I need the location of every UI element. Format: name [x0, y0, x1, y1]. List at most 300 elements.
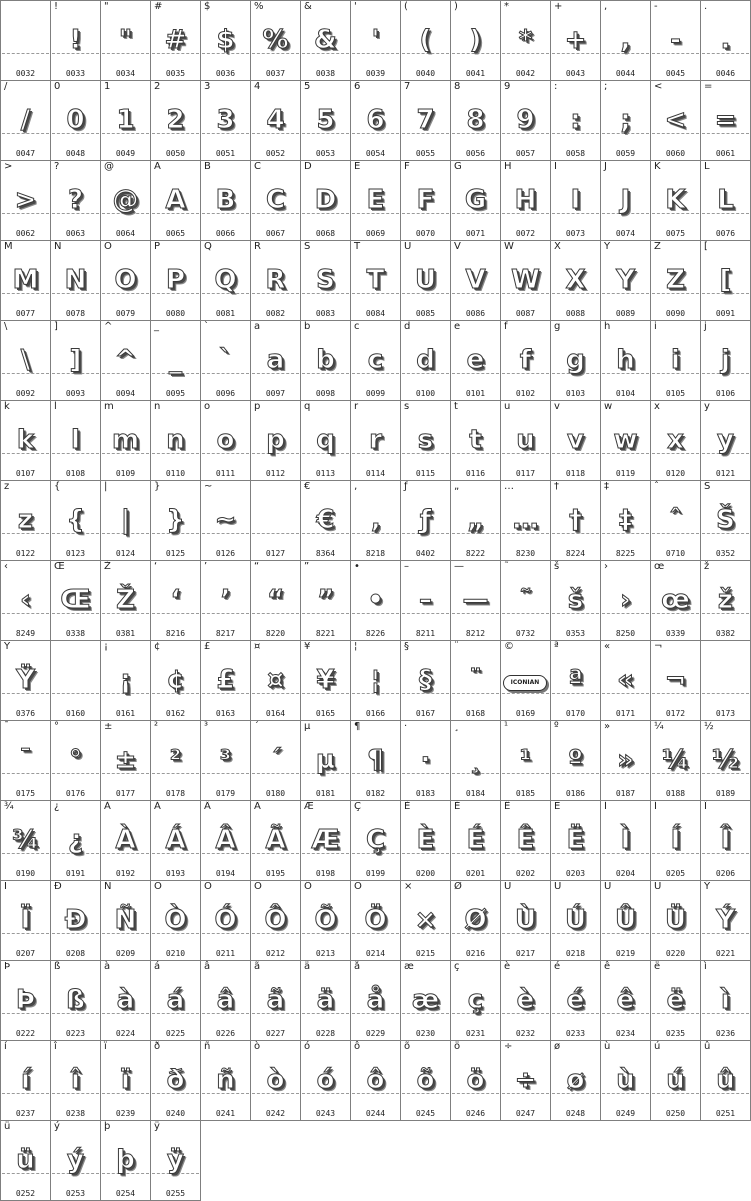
glyph-sample: \	[20, 345, 31, 375]
glyph-code: 0248	[565, 1109, 586, 1118]
glyph-char-label: E	[354, 161, 361, 172]
glyph-cell[interactable]	[551, 481, 601, 561]
glyph-cell[interactable]	[451, 401, 501, 481]
glyph-cell[interactable]	[351, 801, 401, 881]
glyph-cell[interactable]	[401, 721, 451, 801]
glyph-cell[interactable]	[651, 641, 701, 721]
glyph-cell[interactable]	[551, 1041, 601, 1121]
glyph-cell[interactable]	[451, 961, 501, 1041]
glyph-code: 8218	[365, 549, 386, 558]
glyph-cell[interactable]	[551, 81, 601, 161]
glyph-cell[interactable]	[351, 881, 401, 961]
glyph-cell[interactable]	[701, 721, 751, 801]
glyph-cell[interactable]	[251, 241, 301, 321]
glyph-cell[interactable]	[1, 881, 51, 961]
glyph-char-label: ¨	[454, 641, 459, 652]
glyph-cell[interactable]	[401, 321, 451, 401]
glyph-char-label: À	[104, 801, 111, 812]
glyph-cell[interactable]	[501, 481, 551, 561]
glyph-cell[interactable]	[301, 961, 351, 1041]
glyph-code: 0199	[365, 869, 386, 878]
foundry-logo: ICONIAN	[503, 675, 547, 691]
glyph-sample: ^	[114, 345, 137, 375]
glyph-cell[interactable]	[101, 1041, 151, 1121]
glyph-cell[interactable]	[401, 401, 451, 481]
glyph-cell[interactable]	[51, 721, 101, 801]
glyph-cell[interactable]	[201, 81, 251, 161]
glyph-cell[interactable]	[451, 161, 501, 241]
glyph-cell[interactable]	[601, 161, 651, 241]
glyph-char-label: f	[504, 321, 508, 332]
glyph-code: 0165	[315, 709, 336, 718]
glyph-cell[interactable]	[551, 561, 601, 641]
glyph-cell[interactable]	[51, 401, 101, 481]
glyph-cell[interactable]	[251, 961, 301, 1041]
glyph-cell[interactable]	[601, 481, 651, 561]
glyph-cell[interactable]	[601, 721, 651, 801]
glyph-cell[interactable]	[1, 81, 51, 161]
glyph-cell[interactable]	[401, 961, 451, 1041]
glyph-char-label: Œ	[54, 561, 65, 572]
glyph-cell[interactable]	[101, 161, 151, 241]
glyph-cell[interactable]	[351, 161, 401, 241]
glyph-cell[interactable]	[1, 561, 51, 641]
glyph-cell[interactable]	[301, 161, 351, 241]
glyph-cell[interactable]	[101, 241, 151, 321]
glyph-cell[interactable]	[1, 161, 51, 241]
glyph-sample: Þ	[15, 985, 36, 1015]
glyph-cell[interactable]	[51, 961, 101, 1041]
glyph-cell[interactable]	[201, 161, 251, 241]
glyph-cell[interactable]	[1, 961, 51, 1041]
glyph-sample: “	[266, 585, 285, 615]
glyph-cell[interactable]	[51, 481, 101, 561]
glyph-code: 0210	[165, 949, 186, 958]
glyph-cell[interactable]	[351, 401, 401, 481]
glyph-sample: ø	[566, 1065, 585, 1095]
glyph-cell[interactable]	[401, 241, 451, 321]
glyph-cell[interactable]	[601, 81, 651, 161]
glyph-cell[interactable]	[151, 161, 201, 241]
glyph-cell[interactable]	[701, 561, 751, 641]
glyph-char-label: è	[504, 961, 511, 972]
glyph-cell[interactable]	[151, 401, 201, 481]
glyph-cell[interactable]	[501, 561, 551, 641]
glyph-cell[interactable]	[301, 721, 351, 801]
glyph-cell[interactable]	[701, 321, 751, 401]
glyph-sample: À	[115, 825, 136, 855]
glyph-cell[interactable]	[301, 561, 351, 641]
glyph-cell[interactable]	[251, 481, 301, 561]
glyph-cell[interactable]	[351, 721, 401, 801]
glyph-cell[interactable]	[401, 1, 451, 81]
glyph-cell[interactable]	[251, 1, 301, 81]
glyph-cell[interactable]	[601, 961, 651, 1041]
glyph-cell[interactable]	[1, 1121, 51, 1201]
glyph-sample: ›	[620, 585, 631, 615]
glyph-cell[interactable]	[351, 321, 401, 401]
glyph-cell[interactable]	[501, 641, 551, 721]
glyph-cell[interactable]	[601, 321, 651, 401]
glyph-cell[interactable]	[101, 81, 151, 161]
glyph-char-label: ž	[704, 561, 710, 572]
glyph-cell[interactable]	[301, 401, 351, 481]
glyph-cell[interactable]	[601, 881, 651, 961]
glyph-cell[interactable]	[51, 241, 101, 321]
glyph-cell[interactable]	[1, 721, 51, 801]
glyph-code: 0071	[465, 229, 486, 238]
glyph-cell[interactable]	[51, 1, 101, 81]
glyph-char-label: #	[154, 1, 163, 12]
glyph-cell[interactable]	[251, 641, 301, 721]
glyph-cell[interactable]	[551, 401, 601, 481]
glyph-code: 0123	[65, 549, 86, 558]
glyph-code: 0228	[315, 1029, 336, 1038]
glyph-char-label: v	[554, 401, 560, 412]
glyph-cell[interactable]	[651, 81, 701, 161]
glyph-cell[interactable]	[451, 241, 501, 321]
glyph-cell[interactable]	[101, 321, 151, 401]
glyph-cell[interactable]	[201, 481, 251, 561]
glyph-sample: Ò	[164, 905, 187, 935]
glyph-cell[interactable]	[401, 561, 451, 641]
glyph-cell[interactable]	[151, 721, 201, 801]
glyph-cell[interactable]	[251, 1041, 301, 1121]
glyph-code: 0338	[65, 629, 86, 638]
glyph-cell[interactable]	[301, 481, 351, 561]
glyph-sample: ·	[420, 745, 431, 775]
glyph-cell[interactable]	[51, 161, 101, 241]
glyph-cell[interactable]	[701, 1041, 751, 1121]
baseline-guide	[502, 693, 549, 694]
glyph-cell[interactable]	[101, 481, 151, 561]
glyph-sample: â	[216, 985, 235, 1015]
glyph-char-label: 1	[104, 81, 111, 92]
glyph-cell[interactable]	[1, 481, 51, 561]
glyph-cell[interactable]	[351, 81, 401, 161]
glyph-cell[interactable]	[101, 401, 151, 481]
glyph-cell[interactable]	[301, 321, 351, 401]
glyph-char-label: W	[504, 241, 514, 252]
glyph-cell[interactable]	[501, 881, 551, 961]
glyph-cell[interactable]	[551, 721, 601, 801]
glyph-cell[interactable]	[651, 161, 701, 241]
glyph-cell[interactable]	[351, 1, 401, 81]
glyph-cell[interactable]	[51, 321, 101, 401]
glyph-cell[interactable]	[401, 1041, 451, 1121]
glyph-cell[interactable]	[51, 801, 101, 881]
glyph-cell[interactable]	[501, 801, 551, 881]
glyph-cell[interactable]	[151, 81, 201, 161]
glyph-cell[interactable]	[401, 881, 451, 961]
glyph-sample: ž	[717, 585, 734, 615]
glyph-cell[interactable]	[651, 881, 701, 961]
glyph-cell[interactable]	[651, 321, 701, 401]
glyph-cell[interactable]	[201, 1, 251, 81]
glyph-sample: »	[617, 745, 634, 775]
glyph-code: 0180	[265, 789, 286, 798]
glyph-char-label: U	[404, 241, 412, 252]
glyph-cell[interactable]	[101, 721, 151, 801]
glyph-cell[interactable]	[51, 81, 101, 161]
glyph-cell[interactable]	[151, 241, 201, 321]
glyph-char-label: Î	[704, 801, 707, 812]
glyph-cell[interactable]	[301, 641, 351, 721]
glyph-sample: õ	[416, 1065, 435, 1095]
glyph-cell[interactable]	[151, 641, 201, 721]
glyph-cell[interactable]	[101, 1, 151, 81]
glyph-cell[interactable]	[151, 321, 201, 401]
glyph-code: 0211	[215, 949, 236, 958]
glyph-cell[interactable]	[151, 961, 201, 1041]
glyph-cell[interactable]	[1, 1, 51, 81]
glyph-sample: –	[419, 585, 432, 615]
glyph-cell[interactable]	[551, 161, 601, 241]
glyph-sample: U	[414, 265, 437, 295]
glyph-char-label: 7	[404, 81, 411, 92]
glyph-char-label: J	[604, 161, 607, 172]
glyph-code: 0115	[415, 469, 436, 478]
glyph-sample: Ì	[620, 825, 631, 855]
glyph-code: 0352	[715, 549, 736, 558]
glyph-cell[interactable]	[401, 481, 451, 561]
glyph-cell[interactable]	[551, 321, 601, 401]
glyph-cell[interactable]	[201, 401, 251, 481]
glyph-char-label: ²	[154, 721, 159, 732]
glyph-cell[interactable]	[201, 321, 251, 401]
glyph-code: 0119	[615, 469, 636, 478]
glyph-cell[interactable]	[601, 241, 651, 321]
glyph-cell[interactable]	[451, 1041, 501, 1121]
glyph-char-label: P	[154, 241, 161, 252]
glyph-code: 8249	[15, 629, 36, 638]
glyph-cell[interactable]	[151, 1121, 201, 1201]
glyph-cell[interactable]	[251, 321, 301, 401]
glyph-cell[interactable]	[651, 561, 701, 641]
glyph-char-label: x	[654, 401, 660, 412]
glyph-char-label: "	[104, 1, 109, 12]
glyph-cell[interactable]	[51, 561, 101, 641]
glyph-char-label: F	[404, 161, 410, 172]
glyph-cell[interactable]	[451, 881, 501, 961]
glyph-cell[interactable]	[351, 481, 401, 561]
glyph-cell[interactable]	[201, 561, 251, 641]
glyph-sample: ?	[67, 185, 84, 215]
glyph-cell[interactable]	[1, 321, 51, 401]
glyph-cell[interactable]	[451, 801, 501, 881]
glyph-cell[interactable]	[301, 241, 351, 321]
glyph-cell[interactable]	[101, 881, 151, 961]
glyph-cell[interactable]	[451, 641, 501, 721]
glyph-code: 0178	[165, 789, 186, 798]
glyph-char-label: ”	[304, 561, 310, 572]
glyph-cell[interactable]	[551, 801, 601, 881]
glyph-cell[interactable]	[451, 481, 501, 561]
glyph-cell[interactable]	[151, 481, 201, 561]
glyph-cell[interactable]	[501, 961, 551, 1041]
glyph-cell[interactable]	[51, 881, 101, 961]
glyph-cell[interactable]	[701, 241, 751, 321]
glyph-cell[interactable]	[701, 641, 751, 721]
glyph-cell[interactable]	[301, 1, 351, 81]
glyph-cell[interactable]	[1, 641, 51, 721]
glyph-cell[interactable]	[601, 801, 651, 881]
glyph-cell[interactable]	[201, 801, 251, 881]
glyph-cell[interactable]	[701, 801, 751, 881]
glyph-cell[interactable]	[401, 81, 451, 161]
glyph-cell[interactable]	[201, 1041, 251, 1121]
glyph-cell[interactable]	[501, 241, 551, 321]
glyph-cell[interactable]	[451, 721, 501, 801]
glyph-cell[interactable]	[651, 721, 701, 801]
glyph-cell[interactable]	[251, 561, 301, 641]
glyph-cell[interactable]	[401, 801, 451, 881]
glyph-cell[interactable]	[201, 961, 251, 1041]
glyph-cell[interactable]	[51, 641, 101, 721]
glyph-cell[interactable]	[151, 1, 201, 81]
glyph-cell[interactable]	[651, 401, 701, 481]
glyph-cell[interactable]	[551, 881, 601, 961]
glyph-cell[interactable]	[251, 81, 301, 161]
glyph-sample: !	[69, 25, 82, 55]
glyph-cell[interactable]	[651, 481, 701, 561]
glyph-cell[interactable]	[551, 641, 601, 721]
glyph-cell[interactable]	[501, 1041, 551, 1121]
glyph-cell[interactable]	[601, 1, 651, 81]
glyph-sample: €	[316, 505, 335, 535]
glyph-char-label: ¯	[4, 721, 9, 732]
glyph-sample: =	[714, 105, 737, 135]
glyph-code: 0062	[15, 229, 36, 238]
glyph-cell[interactable]	[201, 641, 251, 721]
glyph-cell[interactable]	[251, 801, 301, 881]
glyph-cell[interactable]	[501, 161, 551, 241]
glyph-cell[interactable]	[301, 1041, 351, 1121]
glyph-code: 0207	[15, 949, 36, 958]
glyph-cell[interactable]	[151, 881, 201, 961]
glyph-sample: ß	[66, 985, 85, 1015]
glyph-cell[interactable]	[701, 401, 751, 481]
glyph-cell[interactable]	[151, 801, 201, 881]
glyph-sample: §	[419, 665, 432, 695]
glyph-cell[interactable]	[301, 81, 351, 161]
glyph-cell[interactable]	[351, 961, 401, 1041]
glyph-cell[interactable]	[251, 881, 301, 961]
glyph-cell[interactable]	[451, 561, 501, 641]
glyph-sample: æ	[411, 985, 440, 1015]
glyph-cell[interactable]	[701, 161, 751, 241]
glyph-cell[interactable]	[1, 1041, 51, 1121]
glyph-cell[interactable]	[601, 561, 651, 641]
glyph-cell[interactable]	[301, 881, 351, 961]
glyph-cell[interactable]	[701, 881, 751, 961]
glyph-cell[interactable]	[551, 961, 601, 1041]
glyph-cell[interactable]	[101, 641, 151, 721]
glyph-cell[interactable]	[701, 961, 751, 1041]
glyph-cell[interactable]	[451, 81, 501, 161]
glyph-code: 0058	[565, 149, 586, 158]
glyph-cell[interactable]	[351, 241, 401, 321]
glyph-cell[interactable]	[101, 801, 151, 881]
glyph-cell[interactable]	[501, 1, 551, 81]
glyph-cell[interactable]	[701, 1, 751, 81]
glyph-cell[interactable]	[501, 401, 551, 481]
glyph-cell[interactable]	[501, 721, 551, 801]
glyph-cell[interactable]	[651, 1, 701, 81]
glyph-cell[interactable]	[351, 561, 401, 641]
glyph-code: 0055	[415, 149, 436, 158]
glyph-cell[interactable]	[401, 641, 451, 721]
glyph-cell[interactable]	[1, 401, 51, 481]
glyph-code: 0095	[165, 389, 186, 398]
glyph-cell[interactable]	[401, 161, 451, 241]
glyph-cell[interactable]	[301, 801, 351, 881]
glyph-code: 0184	[465, 789, 486, 798]
glyph-cell[interactable]	[601, 1041, 651, 1121]
glyph-char-label: Z	[654, 241, 661, 252]
glyph-cell[interactable]	[101, 1121, 151, 1201]
glyph-cell[interactable]	[1, 801, 51, 881]
glyph-cell[interactable]	[201, 881, 251, 961]
glyph-sample: ¡	[119, 665, 132, 695]
glyph-code: 0732	[515, 629, 536, 638]
glyph-cell[interactable]	[201, 721, 251, 801]
glyph-cell[interactable]	[451, 321, 501, 401]
glyph-cell[interactable]	[1, 241, 51, 321]
glyph-cell[interactable]	[701, 81, 751, 161]
glyph-char-label: Ç	[354, 801, 361, 812]
glyph-cell[interactable]	[251, 161, 301, 241]
glyph-cell[interactable]	[601, 401, 651, 481]
glyph-cell[interactable]	[201, 241, 251, 321]
glyph-cell[interactable]	[151, 1041, 201, 1121]
glyph-cell[interactable]	[551, 241, 601, 321]
glyph-char-label: ¥	[304, 641, 311, 652]
glyph-cell[interactable]	[51, 1121, 101, 1201]
glyph-cell[interactable]	[701, 481, 751, 561]
glyph-cell[interactable]	[651, 961, 701, 1041]
glyph-cell[interactable]	[351, 1041, 401, 1121]
glyph-char-label: Ó	[204, 881, 212, 892]
glyph-sample: Ï	[20, 905, 31, 935]
glyph-cell[interactable]	[251, 401, 301, 481]
glyph-char-label: ç	[454, 961, 460, 972]
glyph-cell[interactable]	[151, 561, 201, 641]
glyph-char-label: ä	[304, 961, 311, 972]
glyph-code: 0051	[215, 149, 236, 158]
glyph-cell[interactable]	[551, 1, 601, 81]
glyph-cell[interactable]	[101, 961, 151, 1041]
glyph-code: 0253	[65, 1189, 86, 1198]
glyph-cell[interactable]	[651, 801, 701, 881]
glyph-cell[interactable]	[651, 1041, 701, 1121]
glyph-char-label: w	[604, 401, 613, 412]
glyph-cell[interactable]	[101, 561, 151, 641]
glyph-cell[interactable]	[601, 641, 651, 721]
glyph-cell[interactable]	[451, 1, 501, 81]
glyph-code: 0064	[115, 229, 136, 238]
glyph-code: 0107	[15, 469, 36, 478]
glyph-code: 0216	[465, 949, 486, 958]
glyph-cell[interactable]	[651, 241, 701, 321]
glyph-sample: v	[567, 425, 584, 455]
glyph-cell[interactable]	[351, 641, 401, 721]
glyph-cell[interactable]	[251, 721, 301, 801]
glyph-cell[interactable]	[501, 81, 551, 161]
glyph-cell[interactable]	[501, 321, 551, 401]
glyph-cell[interactable]	[51, 1041, 101, 1121]
glyph-code: 0170	[565, 709, 586, 718]
